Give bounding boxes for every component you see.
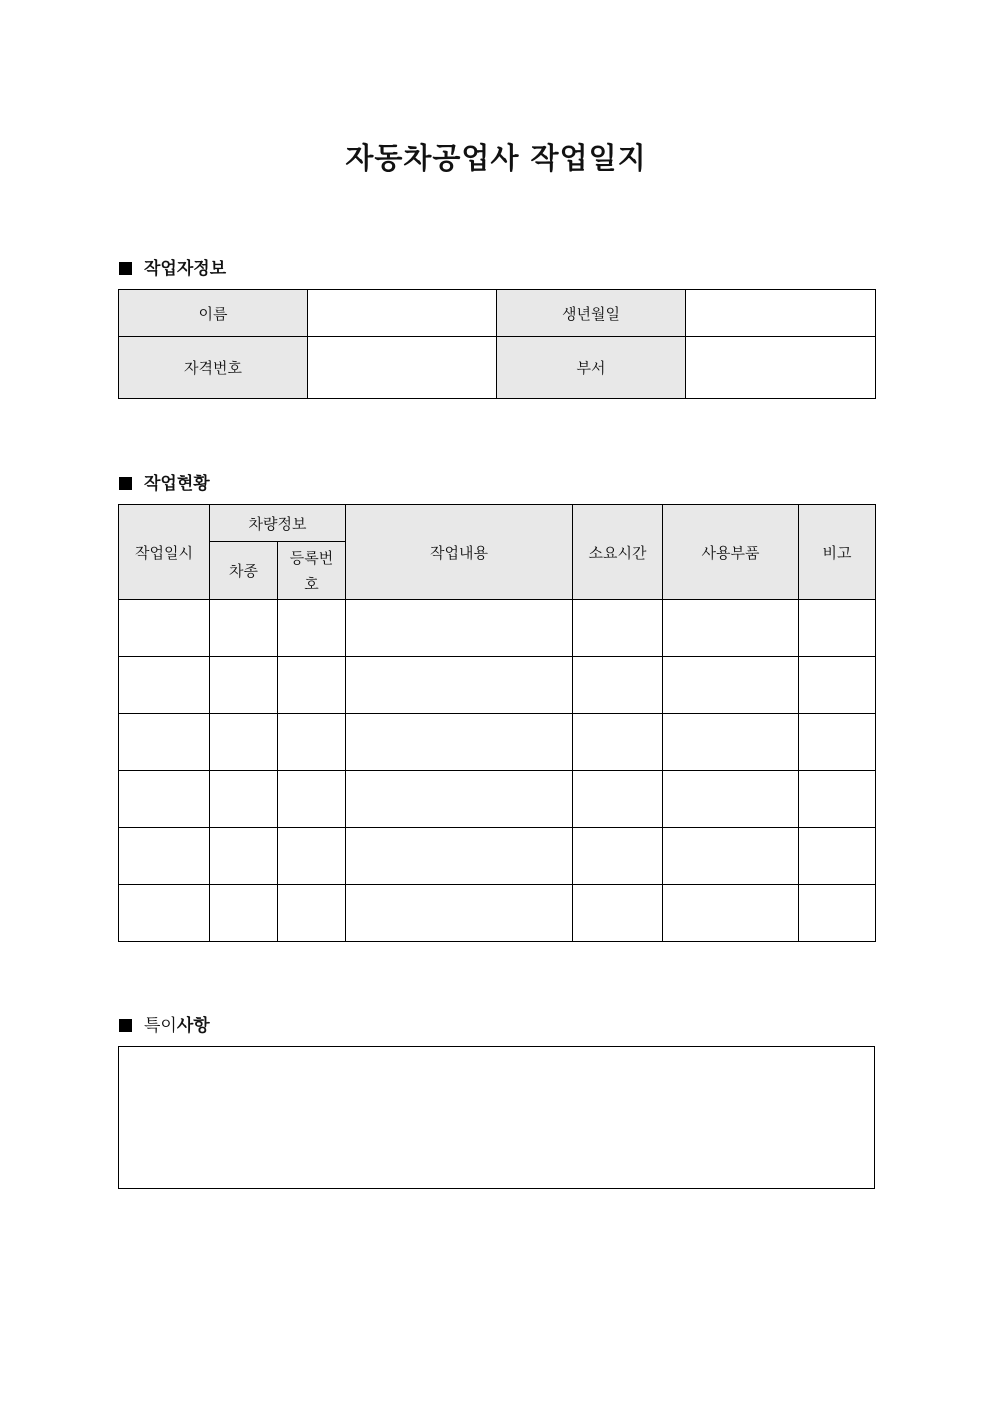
cell-content[interactable] [346,885,573,942]
work-status-table [118,504,876,942]
heading-text-bold: 사항 [176,1016,210,1036]
header-reg-no: 등록번호 [278,542,346,600]
header-vehicle-type: 차종 [210,542,278,600]
cell-reg-no[interactable] [278,828,346,885]
cell-remarks[interactable] [799,714,876,771]
header-content: 작업내용 [346,505,573,600]
heading-text-normal: 특이 [144,1016,177,1036]
cell-vehicle-type[interactable] [210,600,278,657]
cell-content[interactable] [346,714,573,771]
cell-duration[interactable] [573,657,663,714]
label-dept: 부서 [497,337,686,399]
page-title: 자동차공업사 작업일지 [345,141,647,175]
section-heading-notes [119,1011,210,1036]
cell-vehicle-type[interactable] [210,771,278,828]
label-birth: 생년월일 [497,290,686,337]
cell-parts[interactable] [663,771,799,828]
cell-duration[interactable] [573,828,663,885]
header-datetime: 작업일시 [119,505,210,600]
cell-datetime[interactable] [119,600,210,657]
table-row [119,828,876,885]
cell-remarks[interactable] [799,657,876,714]
cell-remarks[interactable] [799,771,876,828]
cell-reg-no[interactable] [278,771,346,828]
cell-remarks[interactable] [799,600,876,657]
cell-parts[interactable] [663,600,799,657]
cell-content[interactable] [346,600,573,657]
name-field[interactable] [308,290,497,337]
cell-datetime[interactable] [119,885,210,942]
cell-datetime[interactable] [119,771,210,828]
heading-text: 작업현황 [144,474,210,494]
cell-parts[interactable] [663,714,799,771]
cell-content[interactable] [346,771,573,828]
cell-vehicle-type[interactable] [210,885,278,942]
section-heading-worker [119,254,226,279]
cell-reg-no[interactable] [278,600,346,657]
header-vehicle-info: 차량정보 [210,505,346,542]
header-duration: 소요시간 [573,505,663,600]
heading-text: 작업자정보 [144,259,227,279]
cell-remarks[interactable] [799,885,876,942]
header-parts: 사용부품 [663,505,799,600]
cell-duration[interactable] [573,771,663,828]
cell-vehicle-type[interactable] [210,828,278,885]
birth-field[interactable] [686,290,876,337]
header-remarks: 비고 [799,505,876,600]
square-bullet-icon [119,1019,132,1032]
cell-reg-no[interactable] [278,657,346,714]
notes-field[interactable] [118,1046,875,1189]
cell-duration[interactable] [573,600,663,657]
label-license: 자격번호 [119,337,308,399]
cell-datetime[interactable] [119,657,210,714]
cell-duration[interactable] [573,885,663,942]
cell-parts[interactable] [663,657,799,714]
cell-vehicle-type[interactable] [210,714,278,771]
cell-duration[interactable] [573,714,663,771]
square-bullet-icon [119,477,132,490]
cell-content[interactable] [346,657,573,714]
table-row [119,885,876,942]
table-row [119,657,876,714]
square-bullet-icon [119,262,132,275]
dept-field[interactable] [686,337,876,399]
cell-parts[interactable] [663,828,799,885]
cell-vehicle-type[interactable] [210,657,278,714]
cell-parts[interactable] [663,885,799,942]
section-heading-work [119,469,210,494]
cell-reg-no[interactable] [278,885,346,942]
cell-datetime[interactable] [119,714,210,771]
label-name: 이름 [119,290,308,337]
cell-datetime[interactable] [119,828,210,885]
license-field[interactable] [308,337,497,399]
cell-reg-no[interactable] [278,714,346,771]
cell-remarks[interactable] [799,828,876,885]
worker-info-table [118,289,876,399]
table-row [119,771,876,828]
cell-content[interactable] [346,828,573,885]
table-row [119,714,876,771]
table-row [119,600,876,657]
